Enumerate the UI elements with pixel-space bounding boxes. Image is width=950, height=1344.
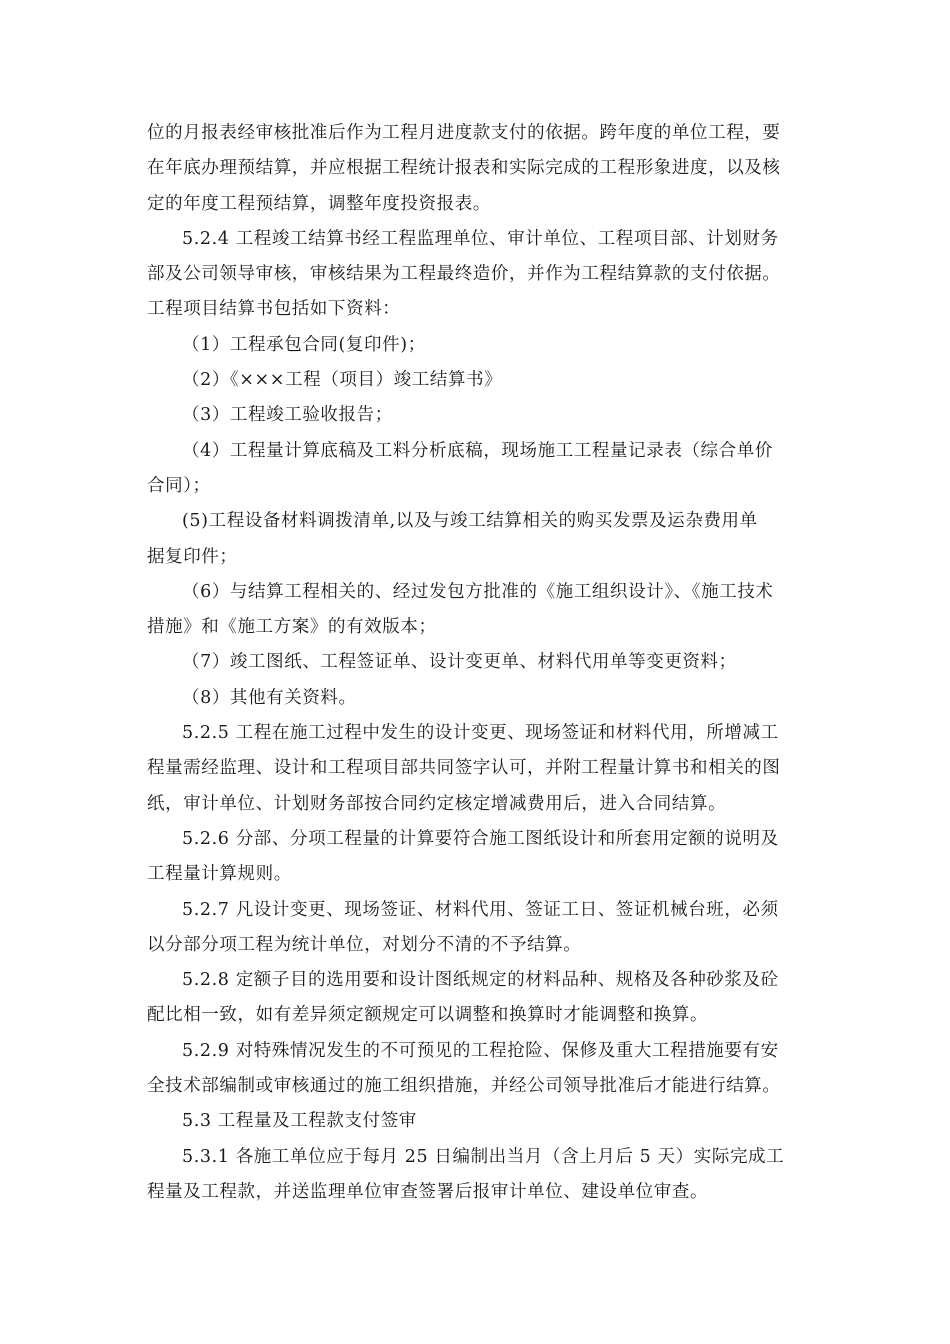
list-item-5 bbox=[147, 504, 807, 575]
text-line: 纸，审计单位、计划财务部按合同约定核定增减费用后，进入合同结算。 bbox=[147, 793, 727, 814]
text-line: （4）工程量计算底稿及工料分析底稿，现场施工工程量记录表（综合单价 bbox=[182, 440, 773, 461]
text-line: 5.3 工程量及工程款支付签审 bbox=[182, 1111, 417, 1132]
text-line: 工程项目结算书包括如下资料： bbox=[147, 299, 401, 320]
list-item-3 bbox=[147, 398, 807, 433]
text-line: 合同）； bbox=[147, 475, 211, 496]
text-line: 程量需经监理、设计和工程项目部共同签字认可，并附工程量计算书和相关的图 bbox=[147, 758, 781, 779]
text-line: 5.2.6 分部、分项工程量的计算要符合施工图纸设计和所套用定额的说明及 bbox=[182, 828, 779, 849]
text-line: （6）与结算工程相关的、经过发包方批准的《施工组织设计》、《施工技术 bbox=[182, 581, 774, 602]
text-line: （1）工程承包合同(复印件)； bbox=[182, 334, 426, 355]
paragraph-5-2-7 bbox=[147, 893, 807, 964]
text-line: 5.2.9 对特殊情况发生的不可预见的工程抢险、保修及重大工程措施要有安 bbox=[182, 1040, 779, 1061]
text-line: (5)工程设备材料调拨清单,以及与竣工结算相关的购买发票及运杂费用单 bbox=[182, 511, 758, 532]
text-line: （7）竣工图纸、工程签证单、设计变更单、材料代用单等变更资料； bbox=[182, 652, 737, 673]
text-line: （2）《×××工程（项目）竣工结算书》 bbox=[182, 370, 503, 391]
text-line: 5.3.1 各施工单位应于每月 25 日编制出当月（含上月后 5 天）实际完成工 bbox=[182, 1146, 785, 1167]
text-line: 5.2.8 定额子目的选用要和设计图纸规定的材料品种、规格及各种砂浆及砼 bbox=[182, 970, 779, 991]
text-line: 工程量计算规则。 bbox=[147, 864, 292, 885]
text-line: 在年底办理预结算，并应根据工程统计报表和实际完成的工程形象进度，以及核 bbox=[147, 158, 781, 179]
document-body bbox=[147, 116, 807, 1210]
text-line: 据复印件； bbox=[147, 546, 238, 567]
text-line: 位的月报表经审核批准后作为工程月进度款支付的依据。跨年度的单位工程，要 bbox=[147, 123, 781, 143]
list-item-4 bbox=[147, 434, 807, 505]
paragraph-5-2-8 bbox=[147, 963, 807, 1034]
text-line: 5.2.7 凡设计变更、现场签证、材料代用、签证工日、签证机械台班，必须 bbox=[182, 899, 779, 920]
text-line: （8）其他有关资料。 bbox=[182, 687, 357, 708]
list-item-1 bbox=[147, 328, 807, 363]
list-item-8 bbox=[147, 681, 807, 716]
text-line: 定的年度工程预结算，调整年度投资报表。 bbox=[147, 193, 491, 214]
list-item-2 bbox=[147, 363, 807, 398]
list-item-7 bbox=[147, 645, 807, 680]
text-line: （3）工程竣工验收报告； bbox=[182, 405, 393, 426]
section-heading-5-3 bbox=[147, 1104, 807, 1139]
paragraph-5-3-1 bbox=[147, 1140, 807, 1211]
text-line: 5.2.5 工程在施工过程中发生的设计变更、现场签证和材料代用，所增减工 bbox=[182, 723, 779, 744]
text-line: 部及公司领导审核，审核结果为工程最终造价，并作为工程结算款的支付依据。 bbox=[147, 264, 781, 285]
list-item-6 bbox=[147, 575, 807, 646]
paragraph-5-2-6 bbox=[147, 822, 807, 893]
text-line: 措施》和《施工方案》的有效版本； bbox=[147, 617, 437, 638]
text-line: 配比相一致，如有差异须定额规定可以调整和换算时才能调整和换算。 bbox=[147, 1005, 709, 1026]
paragraph-5-2-5 bbox=[147, 716, 807, 822]
paragraph-5-2-9 bbox=[147, 1034, 807, 1105]
text-line: 5.2.4 工程竣工结算书经工程监理单位、审计单位、工程项目部、计划财务 bbox=[182, 228, 779, 249]
text-line: 以分部分项工程为统计单位，对划分不清的不予结算。 bbox=[147, 934, 582, 955]
paragraph-continuation bbox=[147, 116, 807, 222]
text-line: 程量及工程款，并送监理单位审查签署后报审计单位、建设单位审查。 bbox=[147, 1181, 709, 1202]
text-line: 全技术部编制或审核通过的施工组织措施，并经公司领导批准后才能进行结算。 bbox=[147, 1076, 781, 1097]
paragraph-5-2-4 bbox=[147, 222, 807, 328]
